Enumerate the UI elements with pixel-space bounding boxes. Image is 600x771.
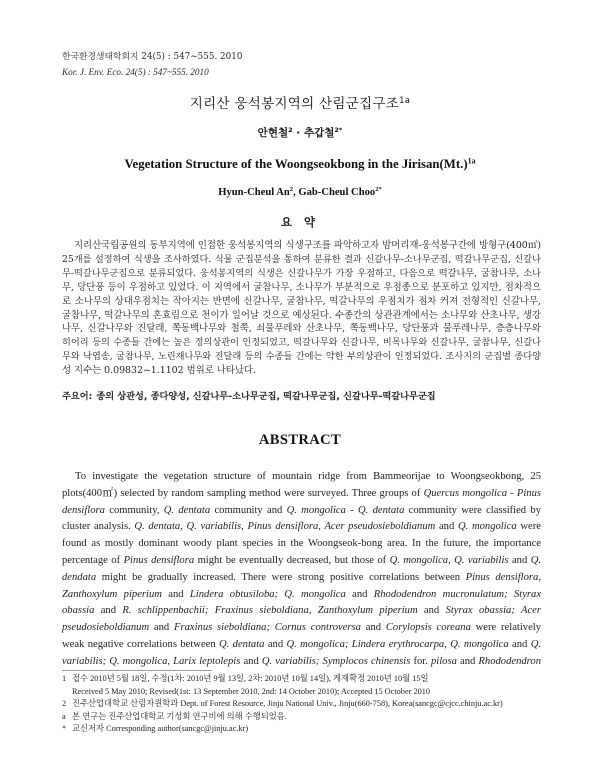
abstract-en-text: might be eventually decreased, but those of	[194, 554, 390, 566]
authors-en	[40, 185, 560, 201]
abstract-en-text: found as mostly dominant woody plant species in the Woongseok-bong area. In the future, the importance	[62, 538, 541, 550]
abstract-en-text: and	[149, 622, 174, 634]
footnote-marker: 1	[62, 674, 67, 683]
abstract-en-text: and	[435, 521, 458, 533]
abstract-en-text: To investigate the vegetation structure of mountain ridge from Bammeorijae to Woongseokbong, 25	[75, 471, 541, 482]
author-ko-first-affiliation-ref: 2	[288, 126, 293, 135]
journal-header-ko: 한국환경생태학회지 24(5) : 547~555. 2010	[62, 52, 243, 62]
abstract-ko-line: 로 소나무의 상대우점치는 작아지는 반면에 신갈나무, 굴참나무, 떡갈나무의 우점치가 점차 커져 전형적인 신갈나무,	[62, 295, 541, 307]
scientific-name-text: Q. variabilis; Symplocos chinensis	[261, 655, 411, 667]
scientific-name-text: Q. mongolica	[457, 521, 517, 533]
abstract-en-text: and	[360, 622, 386, 634]
abstract-en-line	[62, 570, 541, 587]
author-en-first-affiliation-ref: 2	[289, 186, 294, 194]
abstract-en-text: weak negative correlations between	[62, 638, 220, 650]
scientific-name-text: Q. dentata	[219, 638, 265, 650]
scientific-name-text: Corylopsis coreana	[385, 622, 471, 634]
author-ko-separator: ·	[292, 127, 304, 139]
abstract-en-line	[62, 620, 541, 637]
scientific-name-text: Q. dentata, Q. variabilis, Pinus densiflora, Acer pseudosieboldianum	[134, 521, 436, 533]
scientific-name-text: Rhododendron mucronulatum; Styrax	[373, 588, 542, 600]
scientific-name-text: obassia	[62, 605, 95, 617]
abstract-en-line	[62, 536, 541, 553]
abstract-en-text: community and	[210, 504, 287, 516]
abstract-en-line	[62, 603, 541, 620]
scientific-name-text: Zanthoxylum piperium	[62, 588, 162, 600]
footnotes	[62, 673, 546, 736]
abstract-en-line	[62, 553, 541, 570]
abstract-ko-line: 무, 당단풍 등이 우점하고 있었다. 이 지역에서 굴참나무, 소나무가 부분적으로 우점종으로 분포하고 있지만, 점차적으	[62, 281, 541, 293]
abstract-en-text: and	[161, 588, 190, 600]
footnote-text: 진주산업대학교 산림자원학과 Dept. of Forest Resource, Jinju National Univ., Jinju(660-758), Korea(sancgc@cjcc.chinju.ac.kr)	[72, 699, 503, 709]
abstract-ko-body	[62, 239, 541, 378]
abstract-en-line	[62, 519, 541, 536]
abstract-en-text: community,	[104, 504, 164, 516]
author-ko-first: 안현철	[257, 127, 289, 139]
abstract-en-text: and	[508, 638, 531, 650]
abstract-en-line	[62, 503, 541, 520]
footnote-text: 접수 2010년 5월 18일, 수정(1차: 2010년 9월 13일, 2차: 2010년 10월 14일), 게재확정 2010년 10월 15일	[72, 674, 429, 683]
author-en-first: Hyun-Cheul An	[218, 187, 290, 198]
scientific-name-text: Pinus densiflora,	[465, 571, 541, 583]
scientific-name-text: variabilis; Q. mongolica, Larix leptolepis	[62, 655, 241, 667]
footnote-marker: *	[62, 724, 67, 734]
footnote-marker: a	[62, 711, 66, 721]
scientific-name-text: dendata	[62, 571, 97, 583]
scientific-name-text: pseudosieboldianum	[62, 622, 150, 634]
abstract-en-text: were	[516, 521, 541, 533]
keywords-value: 종의 상관성, 종다양성, 신갈나무-소나무군집, 떡갈나무군집, 신갈나무-떡갈나무군집	[96, 391, 436, 402]
footnote-text: Received 5 May 2010; Revised(1st: 13 September 2010, 2nd: 14 October 2010); Accepted 15 October 2010	[72, 686, 431, 696]
scientific-name-text: pilosa	[431, 655, 457, 667]
authors-ko	[40, 125, 560, 141]
abstract-en-line	[62, 587, 541, 604]
abstract-ko-line: 성 지수는 0.09832~1.1102 범위로 나타났다.	[62, 365, 256, 377]
scientific-name-text: Q. dentata	[163, 504, 211, 516]
abstract-en-text: community were classified by	[404, 504, 541, 516]
abstract-en-heading: ABSTRACT	[258, 432, 342, 448]
footnote	[62, 673, 546, 698]
scientific-name-text: R. schlippenbachii; Fraxinus sieboldiana, Zanthoxylum piperium	[122, 605, 418, 617]
footnote	[62, 723, 546, 736]
abstract-en-line	[62, 469, 541, 486]
abstract-en-line	[62, 637, 541, 654]
abstract-en-body	[62, 469, 541, 671]
abstract-en-text: for.	[410, 655, 431, 667]
abstract-en-line	[62, 654, 541, 671]
abstract-en-text: and	[345, 588, 374, 600]
abstract-en-text: and	[264, 638, 287, 650]
scientific-name-text: Pinus densiflora	[123, 554, 195, 566]
author-en-second-affiliation-ref: 2*	[375, 186, 382, 194]
abstract-ko-line: 무-떡갈나무군집으로 분류되었다. 웅석봉지역의 식생은 신갈나무가 가장 우점하고, 다음으로 떡갈나무, 굴참나무, 소나	[62, 267, 541, 279]
scientific-name-text: Lindera obtusiloba; Q. mongolica	[189, 588, 346, 600]
abstract-ko-line: 무와 낙엽송, 굴참나무, 노린재나무와 진달래 등의 수종들 간에는 약한 부의상관이 인정되었다. 조사지의 군집별 종다양	[62, 351, 541, 363]
scientific-name-text: Q.	[530, 554, 542, 566]
title-en	[40, 155, 560, 173]
title-ko	[40, 94, 560, 114]
abstract-en-text: might be gradually increased. There were strong positive correlations between	[96, 571, 466, 583]
scientific-name-text: densiflora	[62, 504, 105, 516]
footnote-marker: 2	[62, 699, 67, 709]
author-ko-second-affiliation-ref: 2*	[334, 126, 343, 135]
abstract-en-text: and	[417, 605, 446, 617]
keywords-ko	[62, 390, 541, 404]
abstract-en-line	[62, 486, 541, 503]
author-en-separator: ,	[293, 187, 299, 198]
abstract-en-text: percentage of	[62, 554, 124, 566]
abstract-ko-line: 히어리 등의 수종들 간에는 높은 정의상관이 인정되었고, 떡갈나무와 신갈나무, 비목나무와 신갈나무, 굴참나무, 신갈나	[62, 337, 541, 349]
footnote-text: 본 연구는 진주산업대학교 기성회 연구비에 의해 수행되었음.	[72, 711, 287, 721]
abstract-ko-line: 나무, 신갈나무와 진달래, 쪽동백나무와 철쭉, 쇠물푸레와 산초나무, 쪽동백나무, 당단풍과 물푸레나무, 층층나무와	[62, 323, 541, 335]
scientific-name-text: Fraxinus sieboldiana; Cornus controversa	[173, 622, 361, 634]
scientific-name-text: Q.	[530, 638, 542, 650]
abstract-en-text: and	[456, 655, 479, 667]
author-en-second: Gab-Cheul Choo	[298, 187, 376, 198]
abstract-en-text: and	[94, 605, 123, 617]
scientific-name-text: Q. mongolica; Lindera erythrocarpa, Q. mongolica	[286, 638, 509, 650]
abstract-en-text: were relatively	[470, 622, 542, 634]
scientific-name-text: Rhododendron	[478, 655, 541, 667]
footnote-rule	[62, 670, 212, 671]
abstract-ko-line: 굴참나무, 떡갈나무의 혼효림으로 천이가 일어날 것으로 예상된다. 수종간의 상관관계에서는 소나무와 산초나무, 생강	[62, 309, 541, 321]
title-ko-footnote-ref: 1a	[399, 94, 411, 105]
scientific-name-text: Quercus mongolica - Pinus	[423, 487, 542, 499]
footnote	[62, 711, 546, 724]
title-en-footnote-ref: 1a	[467, 156, 476, 166]
abstract-en-text: and	[240, 655, 262, 667]
footnote-text: 교신저자 Corresponding author(sancgc@jinju.ac.kr)	[72, 724, 249, 734]
scientific-name-text: Styrax obassia; Acer	[445, 605, 541, 617]
title-ko-text: 지리산 웅석봉지역의 산림군집구조	[189, 96, 400, 112]
abstract-en-text: plots(400㎡) selected by random sampling method were surveyed. Three groups of	[62, 487, 424, 499]
abstract-ko-heading: 요 약	[280, 215, 320, 229]
abstract-en-text: and	[508, 554, 531, 566]
abstract-ko-line: 25개를 설정하여 식생을 조사하였다. 식물 군집분석을 통하여 분류한 결과 신갈나무-소나무군집, 떡갈나무군집, 신갈나	[62, 253, 541, 265]
scientific-name-text: Q. mongolica - Q. dentata	[286, 504, 405, 516]
footnote	[62, 698, 546, 711]
scientific-name-text: Q. mongolica, Q. variabilis	[389, 554, 509, 566]
title-en-text: Vegetation Structure of the Woongseokbong in the Jirisan(Mt.)	[124, 157, 468, 171]
author-ko-second: 추갑철	[303, 127, 335, 139]
journal-header-en: Kor. J. Env. Eco. 24(5) : 547~555. 2010	[62, 67, 209, 77]
keywords-label: 주요어:	[62, 391, 93, 402]
abstract-ko-line: 지리산국립공원의 동부지역에 인접한 웅석봉지역의 식생구조를 파악하고자 밤머리재-웅석봉구간에 방형구(400㎡)	[74, 240, 541, 251]
abstract-en-text: cluster analysis.	[62, 521, 135, 533]
